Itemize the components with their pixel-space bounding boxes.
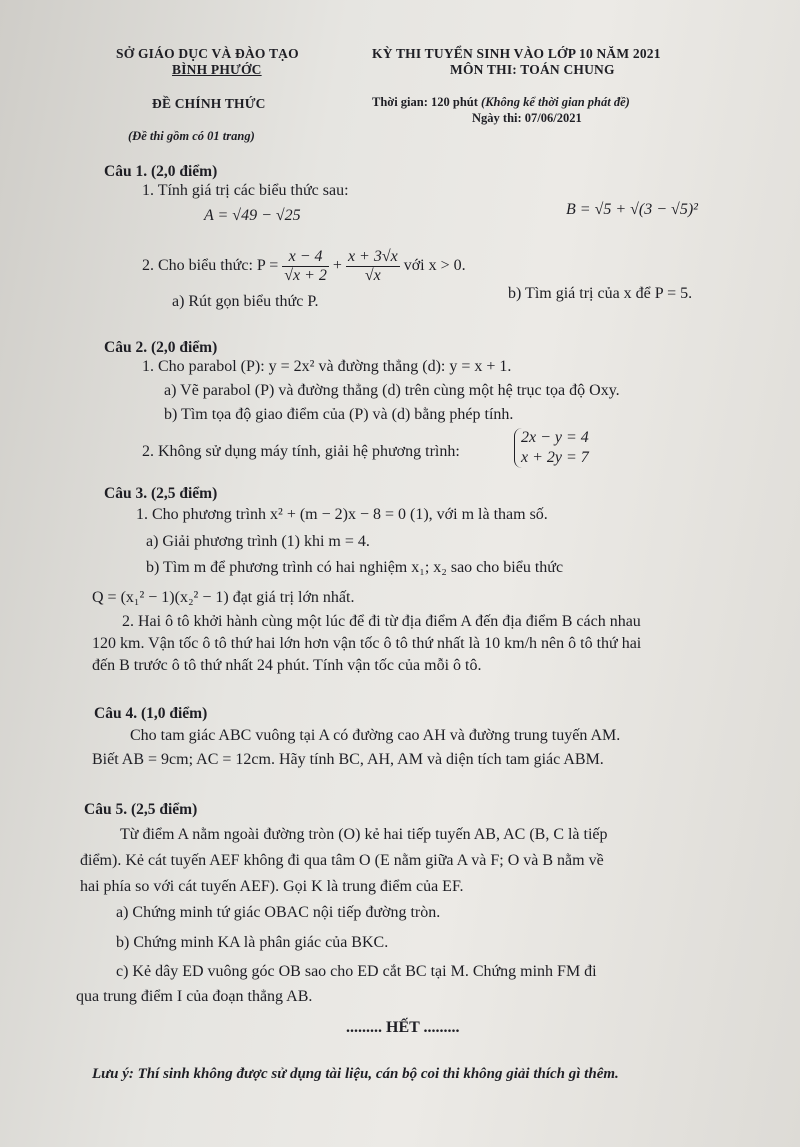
q3-part2-line3: đến B trước ô tô thứ nhất 24 phút. Tính vận tốc của mỗi ô tô. bbox=[92, 657, 482, 674]
q1-part2 bbox=[142, 246, 466, 286]
q3-part2-line2: 120 km. Vận tốc ô tô thứ hai lớn hơn vận tốc ô tô thứ nhất là 10 km/h nên ô tô thứ hai bbox=[92, 635, 642, 652]
q5-b: b) Chứng minh KA là phân giác của BKC. bbox=[116, 934, 389, 951]
subject-name: MÔN THI: TOÁN CHUNG bbox=[450, 62, 615, 77]
exam-date: Ngày thi: 07/06/2021 bbox=[472, 111, 582, 125]
q5-c-line1: c) Kẻ dây ED vuông góc OB sao cho ED cắt BC tại M. Chứng minh FM đi bbox=[116, 963, 597, 980]
q1-fraction-2 bbox=[346, 248, 400, 285]
q1-expr-b: B = √5 + √(3 − √5)² bbox=[566, 201, 698, 218]
pages-note: (Đề thi gồm có 01 trang) bbox=[128, 129, 255, 143]
q1-a: a) Rút gọn biểu thức P. bbox=[172, 293, 319, 310]
footer-note: Lưu ý: Thí sinh không được sử dụng tài liệu, cán bộ coi thi không giải thích gì thêm. bbox=[92, 1066, 619, 1082]
q1-condition: với x > 0. bbox=[403, 257, 466, 274]
q4-line2: Biết AB = 9cm; AC = 12cm. Hãy tính BC, AH, AM và diện tích tam giác ABM. bbox=[92, 751, 604, 768]
q1-plus: + bbox=[332, 257, 342, 274]
end-marker: ......... HẾT ......... bbox=[346, 1019, 460, 1036]
q1-part2-lead: 2. Cho biểu thức: P = bbox=[142, 257, 279, 274]
q3-b-cont: Q = (x₁² − 1)(x₂² − 1) đạt giá trị lớn nhất. bbox=[92, 589, 355, 606]
q3-title: Câu 3. (2,5 điểm) bbox=[104, 485, 218, 502]
q3-a: a) Giải phương trình (1) khi m = 4. bbox=[146, 533, 370, 550]
q3-b: b) Tìm m để phương trình có hai nghiệm x₁; x₂ sao cho biểu thức bbox=[146, 559, 564, 576]
q1-fraction-1-num: x − 4 bbox=[282, 248, 329, 267]
q2-system-brace bbox=[514, 428, 589, 468]
q5-line1: Từ điểm A nằm ngoài đường tròn (O) kẻ hai tiếp tuyến AB, AC (B, C là tiếp bbox=[120, 826, 608, 843]
q1-fraction-1-den: √x + 2 bbox=[284, 266, 327, 284]
q1-title: Câu 1. (2,0 điểm) bbox=[104, 163, 218, 180]
q5-a: a) Chứng minh tứ giác OBAC nội tiếp đường tròn. bbox=[116, 904, 441, 921]
q4-line1: Cho tam giác ABC vuông tại A có đường cao AH và đường trung tuyến AM. bbox=[130, 727, 621, 744]
q1-fraction-2-num: x + 3√x bbox=[347, 247, 398, 265]
q5-line3: hai phía so với cát tuyến AEF). Gọi K là trung điểm của EF. bbox=[80, 878, 464, 895]
exam-time-note: (Không kể thời gian phát đề) bbox=[481, 95, 630, 109]
q1-fraction-1 bbox=[282, 248, 329, 285]
q3-part1: 1. Cho phương trình x² + (m − 2)x − 8 = 0 (1), với m là tham số. bbox=[136, 506, 548, 523]
q2-part2: 2. Không sử dụng máy tính, giải hệ phương trình: bbox=[142, 443, 460, 460]
q2-eq-2: x + 2y = 7 bbox=[521, 449, 589, 466]
q1-fraction-2-den: √x bbox=[364, 266, 381, 284]
department-name: SỞ GIÁO DỤC VÀ ĐÀO TẠO bbox=[116, 46, 299, 61]
q2-a: a) Vẽ parabol (P) và đường thẳng (d) trên cùng một hệ trục tọa độ Oxy. bbox=[164, 382, 620, 399]
q2-part1: 1. Cho parabol (P): y = 2x² và đường thẳng (d): y = x + 1. bbox=[142, 358, 512, 375]
q1-b: b) Tìm giá trị của x để P = 5. bbox=[508, 285, 693, 302]
q4-title: Câu 4. (1,0 điểm) bbox=[94, 705, 208, 722]
official-label: ĐỀ CHÍNH THỨC bbox=[152, 96, 266, 111]
q2-b: b) Tìm tọa độ giao điểm của (P) và (d) bằng phép tính. bbox=[164, 406, 514, 423]
province-name: BÌNH PHƯỚC bbox=[172, 62, 262, 77]
q3-part2-line1: 2. Hai ô tô khởi hành cùng một lúc để đi từ địa điểm A đến địa điểm B cách nhau bbox=[122, 613, 641, 630]
q1-expr-a: A = √49 − √25 bbox=[204, 207, 301, 224]
q2-title: Câu 2. (2,0 điểm) bbox=[104, 339, 218, 356]
q1-part1: 1. Tính giá trị các biểu thức sau: bbox=[142, 182, 349, 199]
q5-title: Câu 5. (2,5 điểm) bbox=[84, 801, 198, 818]
q5-line2: điểm). Kẻ cát tuyến AEF không đi qua tâm O (E nằm giữa A và F; O và B nằm về bbox=[80, 852, 604, 869]
exam-time-value: Thời gian: 120 phút bbox=[372, 95, 478, 109]
exam-name: KỲ THI TUYỂN SINH VÀO LỚP 10 NĂM 2021 bbox=[372, 46, 661, 61]
q5-c-line2: qua trung điểm I của đoạn thẳng AB. bbox=[76, 988, 313, 1005]
q2-eq-1: 2x − y = 4 bbox=[521, 429, 589, 446]
q2-system bbox=[514, 428, 589, 468]
